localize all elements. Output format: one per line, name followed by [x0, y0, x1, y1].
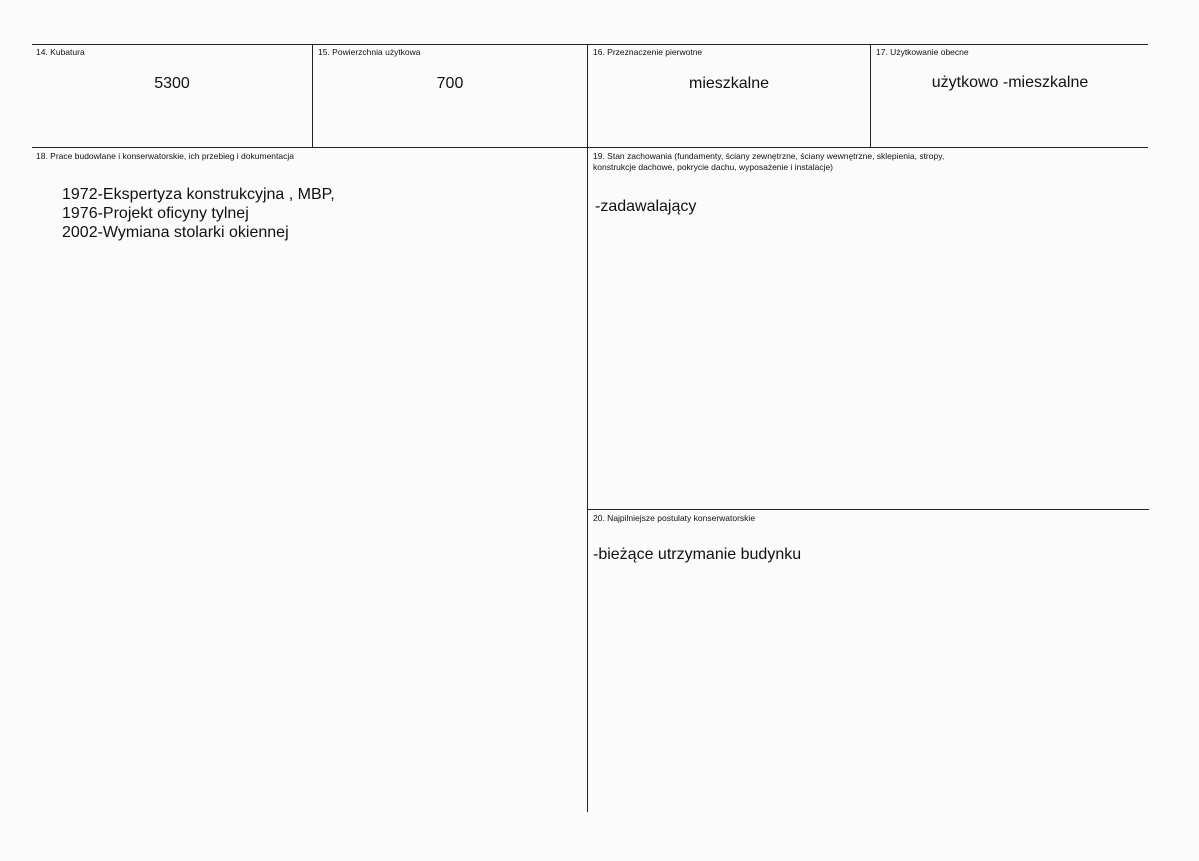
field-19-label-line1: 19. Stan zachowania (fundamenty, ściany zewnętrzne, ściany wewnętrzne, sklepienia, stropy, — [593, 151, 945, 161]
field-16-value: mieszkalne — [688, 75, 770, 92]
field-14-label: 14. Kubatura — [36, 47, 85, 57]
separator-19-20 — [587, 509, 1149, 510]
field-17-label: 17. Użytkowanie obecne — [876, 47, 969, 57]
divider-14-15 — [312, 44, 313, 147]
field-18-list — [62, 185, 335, 242]
row-separator — [32, 147, 1148, 148]
field-18-label: 18. Prace budowlane i konserwatorskie, ich przebieg i dokumentacja — [36, 151, 294, 161]
field-17-value: użytkowo -mieszkalne — [931, 74, 1089, 91]
divider-15-16 — [587, 44, 588, 147]
divider-18-19 — [587, 147, 588, 812]
divider-16-17 — [870, 44, 871, 147]
field-19-value: -zadawalający — [595, 198, 697, 215]
field-15-value: 700 — [436, 75, 464, 92]
field-16-label: 16. Przeznaczenie pierwotne — [593, 47, 703, 57]
field-19-label-line2: konstrukcje dachowe, pokrycie dachu, wyposażenie i instalacje) — [593, 162, 834, 172]
field-18-item: 1976-Projekt oficyny tylnej — [62, 205, 249, 222]
field-14-value: 5300 — [154, 75, 190, 92]
field-18-item: 1972-Ekspertyza konstrukcyjna , MBP, — [62, 186, 335, 203]
field-15-label: 15. Powierzchnia użytkowa — [318, 47, 421, 57]
field-18-item: 2002-Wymiana stolarki okiennej — [62, 224, 289, 241]
field-20-value: -bieżące utrzymanie budynku — [593, 546, 802, 563]
field-20-label: 20. Najpilniejsze postulaty konserwatorskie — [593, 513, 756, 523]
top-rule — [32, 44, 1148, 45]
